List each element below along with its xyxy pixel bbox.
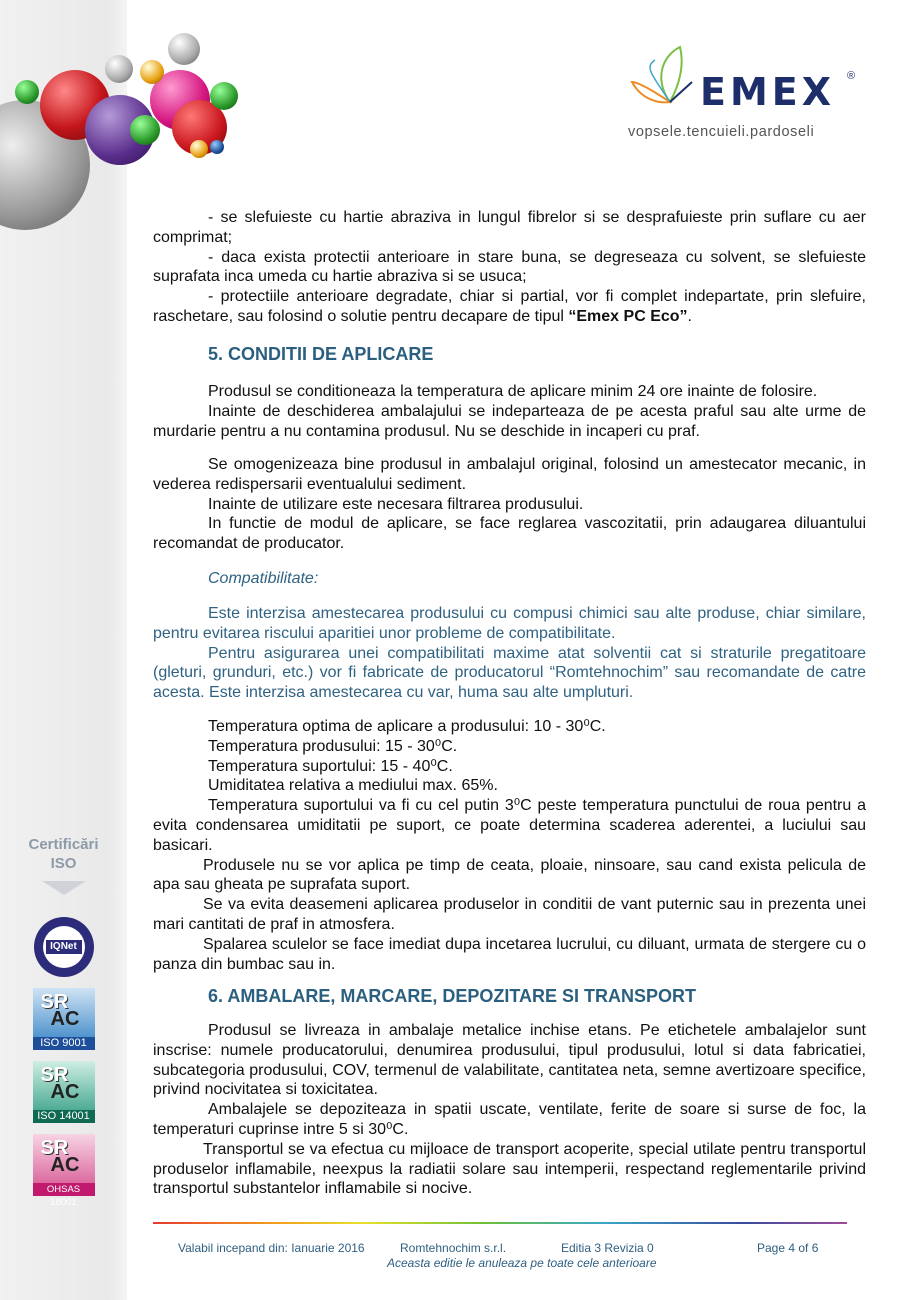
srac-iso-9001-badge xyxy=(33,988,95,1050)
footer-rainbow-divider xyxy=(153,1222,847,1224)
paragraph: Temperatura suportului va fi cu cel putin 3⁰C peste temperatura punctului de roua pentru a evita condensarea umiditatii pe suport, ce poate determina scaderea aderentei, a luciului sau basicari. xyxy=(153,797,866,854)
paragraph: In functie de modul de aplicare, se face reglarea vascozitatii, prin adaugarea diluantului recomandat de producator. xyxy=(153,515,866,553)
brand-name: EMEX xyxy=(700,70,836,114)
paragraph: Produsul se livreaza in ambalaje metalice inchise etans. Pe etichetele ambalajelor sunt inscrise: numele producatorului, denumirea produsului, tipul produsului, lotul si data fabricatiei, subcategoria produsului, COV, termenul de valabilitate, cantitatea neta, semne avertizoare specifice, privind nocivitatea si toxicitatea. xyxy=(153,1022,866,1099)
paragraph: Produsul se conditioneaza la temperatura de aplicare minim 24 ore inainte de folosire. xyxy=(208,383,818,400)
cert-label: ISO 14001 xyxy=(33,1110,95,1123)
paragraph: Inainte de utilizare este necesara filtrarea produsului. xyxy=(208,495,584,513)
paragraph: Produsele nu se vor aplica pe timp de ceata, ploaie, ninsoare, sau cand exista pelicula de apa sau gheata pe suprafata suport. xyxy=(153,856,866,894)
paragraph: Temperatura produsului: 15 - 30⁰C. xyxy=(208,737,458,755)
iqnet-certified-badge xyxy=(34,917,94,977)
product-name: “Emex PC Eco” xyxy=(568,307,688,325)
footer-company: Romtehnochim s.r.l. xyxy=(400,1241,507,1255)
srac-ac: AC xyxy=(50,1008,80,1030)
srac-sr: SR xyxy=(40,1064,69,1086)
paragraph: Transportul se va efectua cu mijloace de transport acoperite, special utilate pentru transportul produselor inflamabile, neexpus la radiatii solare sau intemperii, respectand reglementarile privind transportul substantelor inflamabile si nocive. xyxy=(153,1140,866,1198)
footer-note: Aceasta editie le anuleaza pe toate cele anterioare xyxy=(387,1256,657,1270)
footer-page-number: Page 4 of 6 xyxy=(757,1241,819,1255)
paragraph-text: - protectiile anterioare degradate, chiar si partial, vor fi complet indepartate, prin slefuire, raschetare, sau folosind o solutie pentru decapare de tipul xyxy=(153,288,866,325)
section-5-body-2 xyxy=(153,455,866,554)
srac-ac: AC xyxy=(50,1154,80,1176)
paragraph: Temperatura optima de aplicare a produsului: 10 - 30⁰C. xyxy=(208,718,606,735)
certifications-title: Certificări xyxy=(28,836,99,853)
srac-sr: SR xyxy=(40,991,69,1013)
temperature-conditions xyxy=(153,717,866,974)
iso-certifications xyxy=(0,835,127,1208)
paragraph: Temperatura suportului: 15 - 40⁰C. xyxy=(208,757,453,775)
footer-valid-from: Valabil incepand din: Ianuarie 2016 xyxy=(178,1241,365,1255)
certifications-title-iso: ISO xyxy=(50,855,77,872)
srac-iso-14001-badge xyxy=(33,1061,95,1123)
paragraph: Ambalajele se depoziteaza in spatii uscate, ventilate, ferite de soare si surse de foc, la temperaturi cuprinse intre 5 si 30⁰C. xyxy=(153,1101,866,1138)
cert-label: OHSAS 18001 xyxy=(33,1183,95,1196)
paragraph: Pentru asigurarea unei compatibilitati maxime atat solventii cat si straturile pregatitoare (gleturi, grunduri, etc.) vor fi fabricate de producatorul “Romtehnochim” sau recomandate de catre acesta. Este interzisa amestecarea cu var, huma sau alte umpluturi. xyxy=(153,644,866,702)
paragraph xyxy=(153,287,866,327)
compatibility-body xyxy=(153,604,866,703)
paragraph: Se omogenizeaza bine produsul in ambalajul original, folosind un amestecator mecanic, in vederea redispersarii eventualului sediment. xyxy=(153,456,866,493)
section-5-body xyxy=(153,382,866,441)
paragraph: Este interzisa amestecarea produsului cu compusi chimici sau alte produse, chiar similare, pentru evitarea riscului aparitiei unor probleme de compatibilitate. xyxy=(153,605,866,642)
srac-ohsas-18001-badge xyxy=(33,1134,95,1208)
paragraph: - se slefuieste cu hartie abraziva in lungul fibrelor si se desprafuieste prin suflare cu aer comprimat; xyxy=(153,209,866,246)
paragraph: Se va evita deasemeni aplicarea produselor in conditii de vant puternic sau in prezenta unei mari cantitati de praf in atmosfera. xyxy=(153,896,866,933)
paragraph: Inainte de deschiderea ambalajului se indeparteaza de pe acesta praful sau alte urme de murdarie pentru a nu contamina produsul. Nu se deschide in incaperi cu praf. xyxy=(153,402,866,440)
paragraph: - daca exista protectii anterioare in stare buna, se degreseaza cu solvent, se slefuieste suprafata inca umeda cu hartie abraziva si se usuca; xyxy=(153,248,866,286)
butterfly-icon xyxy=(630,42,696,112)
section-5-heading: 5. CONDITII DE APLICARE xyxy=(208,344,434,364)
registered-mark: ® xyxy=(847,70,856,82)
emex-logo xyxy=(625,40,865,150)
section-6-body xyxy=(153,1021,866,1199)
arrow-down-icon xyxy=(42,881,86,895)
srac-sr: SR xyxy=(40,1137,69,1159)
brand-tagline: vopsele.tencuieli.pardoseli xyxy=(628,124,815,140)
srac-ac: AC xyxy=(50,1081,80,1103)
footer-edition: Editia 3 Revizia 0 xyxy=(561,1241,654,1255)
section-6-heading: 6. AMBALARE, MARCARE, DEPOZITARE SI TRANSPORT xyxy=(208,986,697,1006)
paragraph: Umiditatea relativa a mediului max. 65%. xyxy=(208,777,498,795)
compatibility-heading: Compatibilitate: xyxy=(208,570,319,587)
iqnet-label: IQNet xyxy=(46,940,82,954)
paragraph-end: . xyxy=(687,307,692,325)
intro-paragraphs xyxy=(153,208,866,327)
paragraph: Spalarea sculelor se face imediat dupa incetarea lucrului, cu diluant, urmata de stergere cu o panza din bumbac sau in. xyxy=(153,935,866,973)
cert-label: ISO 9001 xyxy=(33,1037,95,1050)
